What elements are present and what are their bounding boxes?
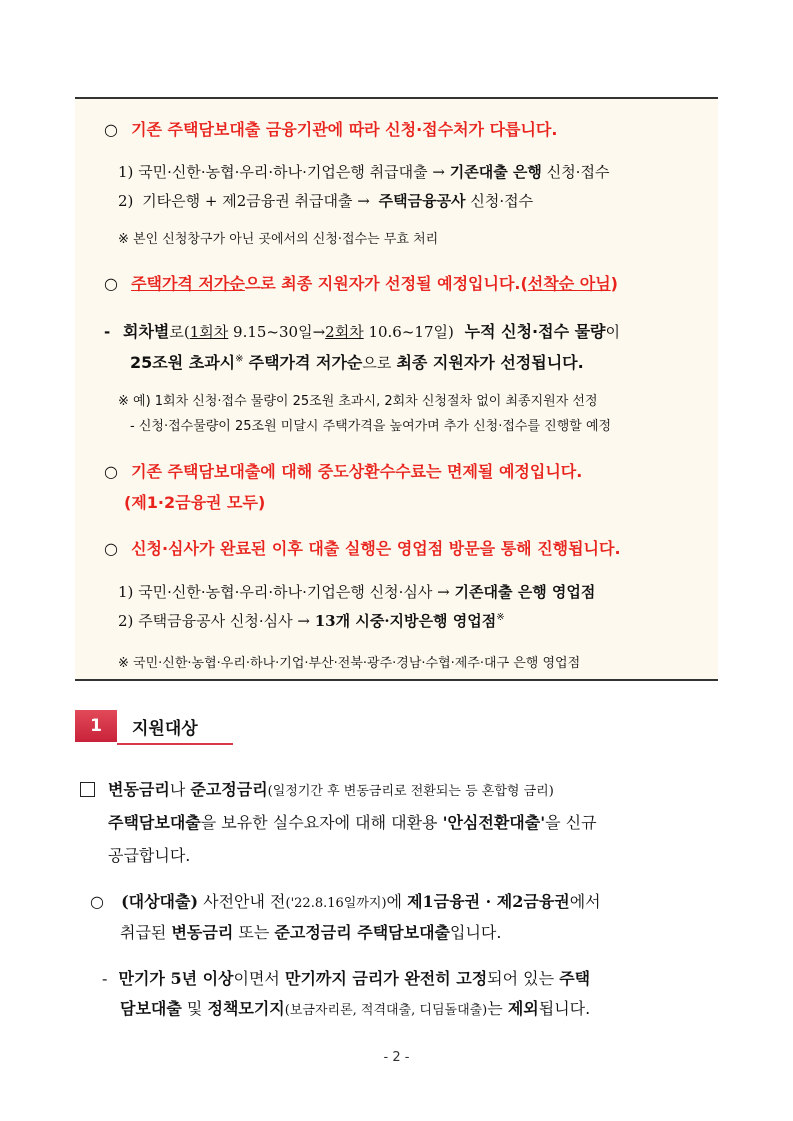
body-para-2-line-1: ○ (대상대출) 사전안내 전('22.8.16일까지)에 제1금융권 · 제2금융권에서 <box>90 892 601 911</box>
summary-point-1-note: ※ 본인 신청창구가 아닌 곳에서의 신청·접수는 무효 처리 <box>118 232 439 247</box>
body-para-3-line-1: - 만기가 5년 이상이면서 만기까지 금리가 완전히 고정되어 있는 주택 <box>102 969 591 988</box>
point-1-text: 기존 주택담보대출 금융기관에 따라 신청·접수처가 다릅니다. <box>131 120 558 139</box>
section-number: 1 <box>75 710 117 742</box>
body-para-2-line-2: 취급된 변동금리 또는 준고정금리 주택담보대출입니다. <box>120 923 502 942</box>
section-underline <box>117 743 233 745</box>
summary-point-5-item-2: 2) 주택금융공사 신청·심사 → 13개 시중·지방은행 영업점※ <box>118 612 505 630</box>
summary-point-1 <box>104 117 557 140</box>
body-para-3-line-2: 담보대출 및 정책모기지(보금자리론, 적격대출, 디딤돌대출)는 제외됩니다. <box>120 999 591 1018</box>
summary-point-5: ○ 신청·심사가 완료된 이후 대출 실행은 영업점 방문을 통해 진행됩니다. <box>104 539 621 558</box>
square-bullet-icon <box>80 782 95 797</box>
summary-point-3-note-2: - 신청·접수물량이 25조원 미달시 주택가격을 높여가며 추가 신청·접수를 진행할 예정 <box>130 419 612 434</box>
summary-point-1-item-2: 2) 기타은행 + 제2금융권 취급대출 → 주택금융공사 신청·접수 <box>118 192 534 210</box>
summary-point-3-line-1: - 회차별로(1회차 9.15~30일→2회차 10.6~17일) 누적 신청·접수 물량이 <box>104 322 621 341</box>
bullet: ○ <box>104 120 118 139</box>
summary-point-4-line-2: (제1·2금융권 모두) <box>124 493 266 512</box>
section-title: 지원대상 <box>132 719 198 739</box>
summary-point-5-item-1: 1) 국민·신한·농협·우리·하나·기업은행 신청·심사 → 기존대출 은행 영업점 <box>118 583 596 601</box>
summary-point-2: ○ 주택가격 저가순으로 최종 지원자가 선정될 예정입니다.(선착순 아님) <box>104 274 618 293</box>
body-para-1-line-2: 주택담보대출을 보유한 실수요자에 대해 대환용 '안심전환대출'을 신규 <box>108 813 597 832</box>
summary-point-3-line-2: 25조원 초과시※ 주택가격 저가순으로 최종 지원자가 선정됩니다. <box>130 353 584 372</box>
summary-point-5-note: ※ 국민·신한·농협·우리·하나·기업·부산·전북·광주·경남·수협·제주·대구 은행 영업점 <box>118 656 581 671</box>
summary-point-3-note-1: ※ 예) 1회차 신청·접수 물량이 25조원 초과시, 2회차 신청절차 없이 최종지원자 선정 <box>118 394 598 409</box>
body-para-1-line-3: 공급합니다. <box>108 846 191 865</box>
page-number: - 2 - <box>383 1050 410 1065</box>
summary-point-4-line-1: ○ 기존 주택담보대출에 대해 중도상환수수료는 면제될 예정입니다. <box>104 462 583 481</box>
body-para-1-line-1: 변동금리나 준고정금리(일정기간 후 변동금리로 전환되는 등 혼합형 금리) <box>108 780 554 799</box>
summary-point-1-item-1: 1) 국민·신한·농협·우리·하나·기업은행 취급대출 → 기존대출 은행 신청·접수 <box>118 163 610 181</box>
